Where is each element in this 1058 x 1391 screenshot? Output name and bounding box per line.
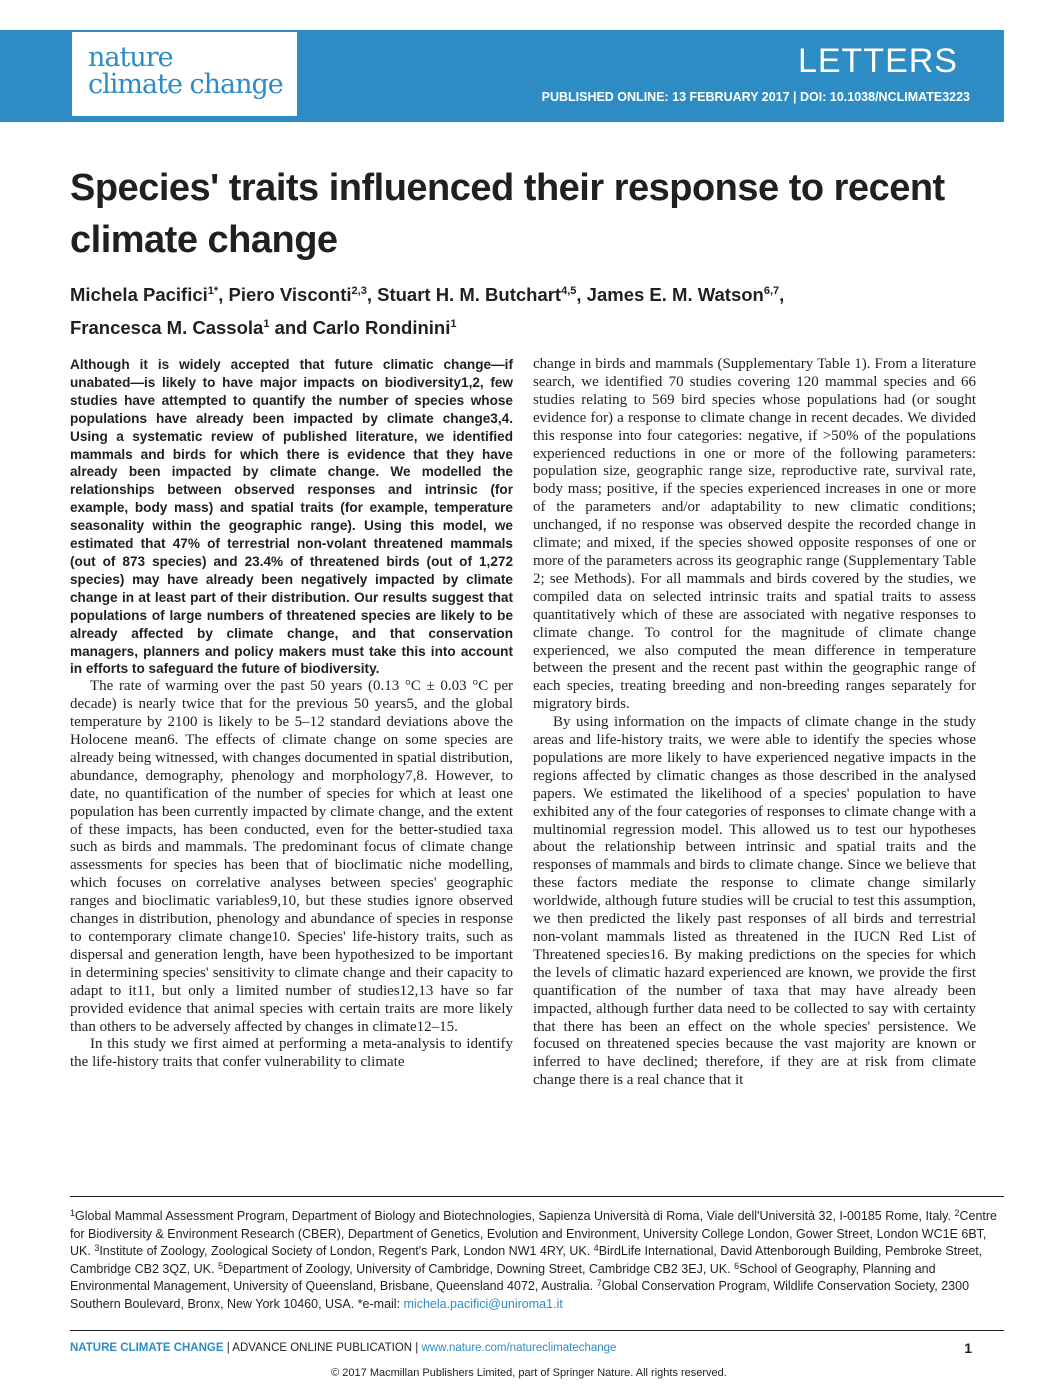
author-name: James E. M. Watson — [586, 284, 764, 305]
right-column — [533, 356, 976, 1090]
affiliation-mark: 4 — [593, 1243, 599, 1253]
footer-url-link[interactable]: www.nature.com/natureclimatechange — [421, 1342, 617, 1354]
page-footer — [70, 1342, 616, 1354]
author-affiliation-mark: 2,3 — [351, 285, 367, 297]
author-separator: and — [269, 317, 313, 338]
author-affiliation-mark: 1 — [263, 318, 270, 330]
footer-journal: NATURE CLIMATE CHANGE — [70, 1342, 224, 1354]
author-separator: , — [576, 284, 587, 305]
author-affiliation-mark: 4,5 — [561, 285, 577, 297]
body-paragraph: By using information on the impacts of climate change in the study areas and life-history traits, we were able to identify the species whose populations are more likely to have experienced negative impacts in the regions affected by climatic changes as those described in the analysed papers. We estimated the likelihood of a species' population to have exhibited any of the four categories of responses to climate change with a multinomial regression model. This allowed us to test our hypotheses about the relationship between intrinsic and spatial traits and the responses of mammals and birds to climate change. Since we believe that these factors mediate the response to climate change similarly worldwide, although future studies will be crucial to test this assumption, we then predicted the likely past responses of all birds and terrestrial non-volant mammals listed as threatened in the IUCN Red List of Threatened species16. By making predictions on the species for which the levels of climatic hazard experienced are known, we provide the first quantification of the number of taxa that may have already been impacted, although further data need to be collected to say with certainty that there has been an effect on the whole species' persistence. We focused on threatened species because the vast majority are known or inferred to have declined; therefore, if they are at risk from climate change there is a real chance that it — [533, 714, 976, 1089]
affiliation-text: Global Mammal Assessment Program, Department of Biology and Biotechnologies, Sapienza Università di Roma, Viale dell'Università 32, I-00185 Rome, Italy. — [75, 1209, 955, 1223]
copyright-notice: © 2017 Macmillan Publishers Limited, part of Springer Nature. All rights reserved. — [331, 1367, 727, 1379]
author-affiliation-mark: 1* — [207, 285, 219, 297]
affiliation-text: Institute of Zoology, Zoological Society of London, Regent's Park, London NW1 4RY, UK. — [99, 1244, 594, 1258]
affiliation-mark: 2 — [954, 1208, 960, 1218]
affiliation-text: Global Conservation Program, Wildlife Conservation Society, 2300 Southern Boulevard, Bronx, New York 10460, USA. — [70, 1279, 970, 1311]
affiliation-mark: 1 — [70, 1208, 76, 1218]
author-name: Francesca M. Cassola — [70, 317, 264, 338]
author-list — [70, 278, 1000, 344]
affiliations — [70, 1208, 1000, 1313]
logo-line-2: climate change — [88, 69, 283, 100]
footer-publication: ADVANCE ONLINE PUBLICATION — [232, 1342, 413, 1354]
author-affiliation-mark: 1 — [450, 318, 457, 330]
publication-info: PUBLISHED ONLINE: 13 FEBRUARY 2017 | DOI: 10.1038/NCLIMATE3223 — [541, 90, 970, 104]
author-affiliation-mark: 6,7 — [763, 285, 780, 297]
author-name: Piero Visconti — [228, 284, 352, 305]
section-label: LETTERS — [797, 42, 958, 80]
body-paragraph: The rate of warming over the past 50 years (0.13 °C ± 0.03 °C per decade) is nearly twice that for the previous 50 years5, and the global temperature by 2100 is likely to be 5–12 standard deviations above the Holocene mean6. The effects of climate change on some species are already being witnessed, with changes documented in spatial distribution, abundance, demography, phenology and morphology7,8. However, to date, no quantification of the number of species for which at least one population has been currently impacted by climate change, and the extent of these impacts, has been conducted, even for the better-studied taxa such as birds and mammals. The predominant focus of climate change assessments for species has been that of bioclimatic niche modelling, which focuses on correlative analyses between species' geographic ranges and bioclimatic variables9,10, but these studies ignore observed changes in distribution, phenology and abundance of species in response to contemporary climate change10. Species' life-history traits, such as dispersal and generation length, have been hypothesized to be important in determining species' sensitivity to climate change and their capacity to adapt to it11, but only a limited number of studies12,13 have so far provided evidence that animal species with certain traits are more likely than others to be adversely affected by changes in climate12–15. — [70, 678, 513, 1035]
page-number: 1 — [964, 1340, 972, 1356]
journal-logo[interactable] — [70, 30, 299, 118]
affiliation-mark: 3 — [94, 1243, 100, 1253]
author-name: Michela Pacifici — [70, 284, 208, 305]
left-column — [70, 356, 513, 1072]
affiliation-text: Department of Zoology, University of Cambridge, Downing Street, Cambridge CB2 3EJ, UK. — [222, 1261, 735, 1276]
author-name: Carlo Rondinini — [312, 317, 451, 338]
affiliation-text: Centre for Biodiversity & Environment Research (CBER), Department of Genetics, Evolution and Environment, University College London, Gower Street, London WC1E 6BT, UK. — [70, 1209, 997, 1258]
abstract: Although it is widely accepted that future climatic change—if unabated—is likely to have major impacts on biodiversity1,2, few studies have attempted to quantify the number of species whose populations have already been impacted by climate change3,4. Using a systematic review of published literature, we identified mammals and birds for which there is evidence that they have already been impacted by climate change. We modelled the relationships between observed responses and intrinsic (for example, body mass) and spatial traits (for example, temperature seasonality within the geographic range). Using this model, we estimated that 47% of terrestrial non-volant threatened mammals (out of 873 species) and 23.4% of threatened birds (out of 1,272 species) may have already been negatively impacted by climate change in at least part of their distribution. Our results suggest that populations of large numbers of threatened species are likely to be already affected by climate change, and that conservation managers, planners and policy makers must take this into account in efforts to safeguard the future of biodiversity. — [70, 357, 513, 677]
author-name: Stuart H. M. Butchart — [377, 284, 562, 305]
affiliation-mark: 7 — [596, 1278, 602, 1288]
author-separator: , — [366, 284, 378, 305]
email-link[interactable]: michela.pacifici@uniroma1.it — [403, 1296, 563, 1311]
footer-separator: | — [412, 1342, 422, 1354]
affiliation-mark: 5 — [217, 1260, 223, 1271]
affiliation-text: School of Geography, Planning and Environmental Management, University of Queensland, Brisbane, Queensland 4072, Australia. — [70, 1261, 936, 1293]
body-paragraph: In this study we first aimed at performing a meta-analysis to identify the life-history traits that confer vulnerability to climate — [70, 1036, 513, 1071]
affiliations-divider — [70, 1196, 1004, 1197]
body-paragraph: change in birds and mammals (Supplementary Table 1). From a literature search, we identified 70 studies covering 120 mammal species and 66 studies relating to 569 bird species whose populations had (or sought evidence for) a response to climate change in recent decades. We divided this response into four categories: negative, if >50% of the populations experienced reductions in one or more of the following parameters: population size, geographic range size, reproductive rate, survival rate, body mass; positive, if the species experienced increases in one or more of the parameters and/or adaptability to new climatic conditions; unchanged, if no response was observed despite the recorded change in climate; and mixed, if the species showed opposite responses of one or more of the parameters across its geographic range (Supplementary Table 2; see Methods). For all mammals and birds covered by the studies, we compiled data on selected intrinsic traits and spatial traits to assess quantitatively which of these are associated with negative responses to climate change. To control for the magnitude of climate change experienced, we also computed the mean difference in temperature between the present and the recent past within the geographic range of each species, treating breeding and non-breeding ranges separately for migratory birds. — [533, 356, 976, 713]
logo-line-1: nature — [88, 42, 173, 73]
author-separator: , — [779, 284, 785, 305]
footer-separator: | — [223, 1342, 233, 1354]
email-label: *e-mail: — [357, 1296, 404, 1311]
footer-divider — [70, 1330, 1004, 1331]
affiliation-text: BirdLife International, David Attenborough Building, Pembroke Street, Cambridge CB2 3QZ, UK. — [70, 1244, 983, 1276]
article-title: Species' traits influenced their response to recent climate change — [70, 167, 945, 261]
affiliation-mark: 6 — [734, 1260, 740, 1271]
author-separator: , — [218, 284, 229, 305]
